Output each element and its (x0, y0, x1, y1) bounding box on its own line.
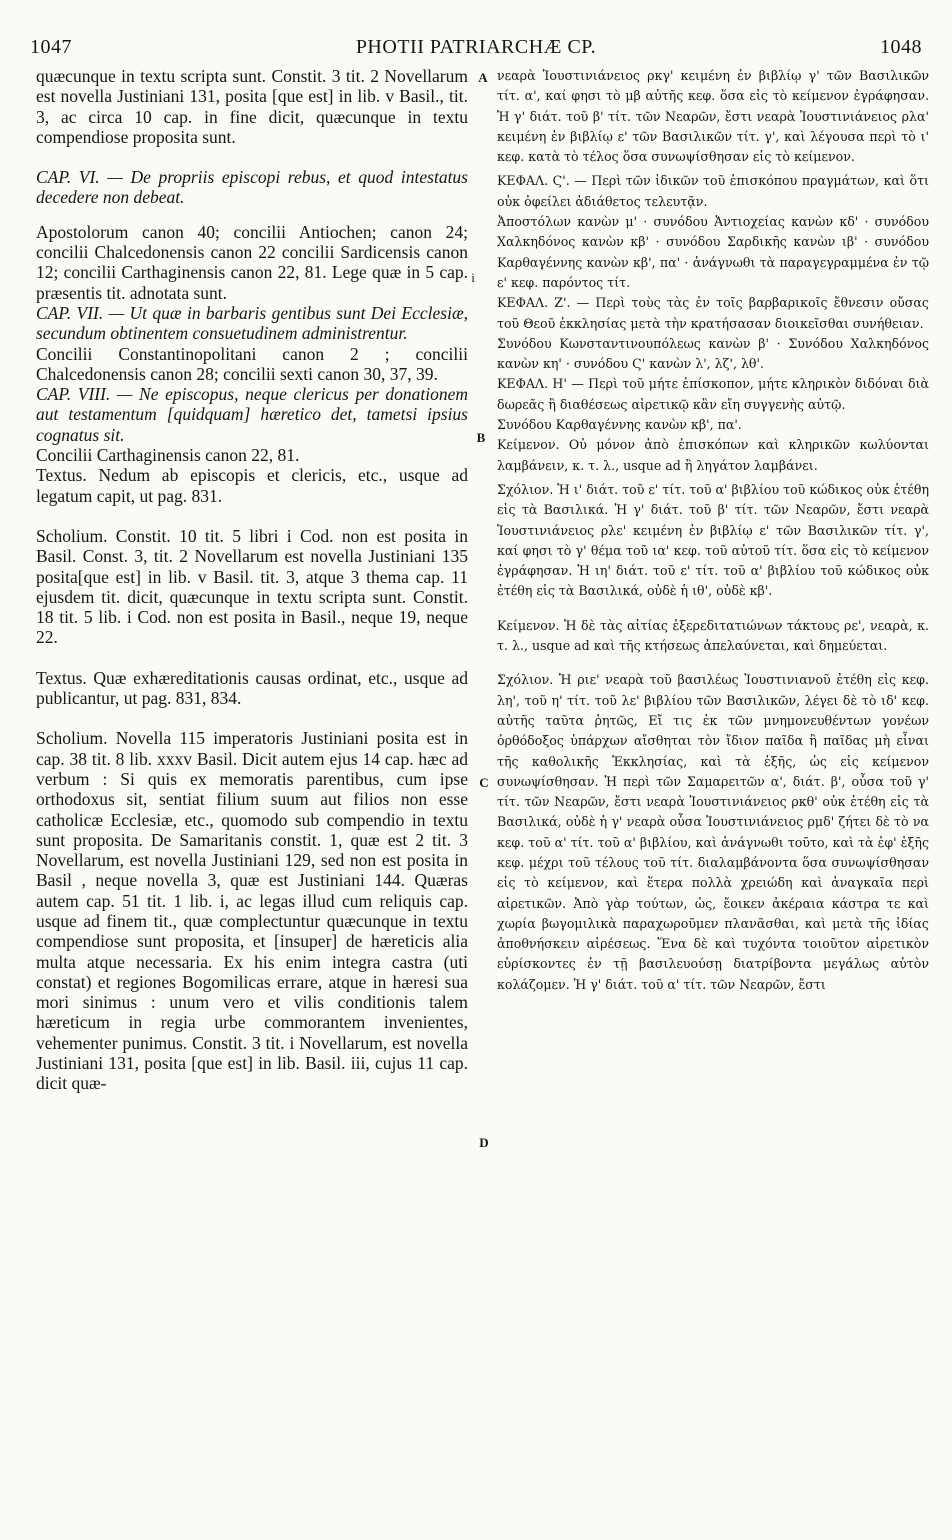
greek-textus-1: Κείμενον. Οὐ μόνον ἀπὸ ἐπισκόπων καὶ κληρικῶν κωλύονται λαμβάνειν, κ. τ. λ., usque ad ἢ ληγάτον λαμβάνει. (497, 437, 929, 473)
latin-cap6-heading: CAP. VI. — De propriis episcopi rebus, et quod intestatus decedere non debeat. (36, 167, 468, 208)
latin-intro: quæcunque in textu scripta sunt. Constit. 3 tit. 2 Novellarum est novella Justiniani 131, posita [que est] in lib. v Basil., tit. 3, ac circa 10 cap. in fine dicit, quæcunque in textu compendiose proposita sunt. (36, 66, 468, 147)
margin-letter-i: i (471, 270, 475, 285)
spacer (36, 648, 468, 668)
greek-cap8-body: Συνόδου Καρθαγέννης κανὼν κβ', πα'. (497, 417, 742, 433)
latin-textus-2: Textus. Quæ exhæreditationis causas ordinat, etc., usque ad publicantur, ut pag. 831, 834. (36, 667, 468, 709)
spacer (36, 708, 468, 728)
latin-cap7-body: Concilii Constantinopolitani canon 2 ; concilii Chalcedonensis canon 28; concilii sexti canon 30, 37, 39. (36, 343, 468, 384)
spacer (36, 208, 468, 222)
latin-cap8-body: Concilii Carthaginensis canon 22, 81. (36, 445, 300, 466)
page-number-right: 1048 (880, 36, 922, 58)
greek-cap8-heading: ΚΕΦΑΛ. Η' — Περὶ τοῦ μήτε ἐπίσκοπον, μήτε κληρικὸν διδόναι διὰ δωρεᾶς ἢ διαθέσεως αἱρετικῷ κἂν εἴη συγγενὴς αὐτῷ. (497, 376, 929, 412)
latin-cap7-heading: CAP. VII. — Ut quæ in barbaris gentibus sunt Dei Ecclesiæ, secundum obtinentem consuetudinem administrentur. (36, 302, 468, 344)
greek-intro: νεαρὰ Ἰουστινιάνειος ρκγ' κειμένη ἐν βιβλίῳ γ' τῶν Βασιλικῶν τίτ. α', καί φησι τὸ μβ αὐτῆς κεφ. ὅσα εἰς τὸ κείμενον ἐγράφησαν. Ἡ γ' διάτ. τοῦ β' τίτ. τῶν Νεαρῶν, ἔστι νεαρὰ Ἰουστινιάνειος ρλα' κειμένη ἐν βιβλίῳ ε' τῶν Βασιλικῶν τίτ. γ', καὶ λέγουσα περὶ τὸ ι' κεφ. κατὰ τὸ τέλος ὅσα συνωψίσθησαν εἰς τὸ κείμενον. (497, 68, 929, 165)
greek-scholium-1: Σχόλιον. Ἡ ι' διάτ. τοῦ ε' τίτ. τοῦ α' βιβλίου τοῦ κώδικος οὐκ ἐτέθη εἰς τὰ Βασιλικά. Ἡ γ' διάτ. τοῦ β' τίτ. τῶν Νεαρῶν, ἔστι νεαρὰ Ἰουστινιάνειος ρλε' κειμένη ἐν βιβλίῳ ε' τῶν Βασιλικῶν τίτ. γ', καί φησι τὸ γ' θέμα τοῦ ια' κεφ. τοῦ αὐτοῦ τίτ. ὅσα εἰς τὸ κείμενον ἐγράφησαν. Ἡ ιη' διάτ. τοῦ ε' τίτ. τοῦ α' βιβλίου τοῦ κώδικος οὐκ ἐτέθη εἰς τὰ Βασιλικά, οὐδὲ ἡ ιθ', οὐδὲ κβ'. (497, 481, 929, 599)
page-number-left: 1047 (30, 36, 72, 58)
spacer (497, 656, 929, 670)
greek-column (497, 66, 929, 995)
margin-letter-d: D (479, 1135, 489, 1150)
greek-textus-2: Κείμενον. Ἡ δὲ τὰς αἰτίας ἐξερεδιτατιώνων τάκτους ρε', νεαρὰ, κ. τ. λ., usque ad καὶ τῆς κτήσεως ἀπελαύνεται, καὶ δημεύεται. (497, 617, 929, 654)
latin-scholium-1: Scholium. Constit. 10 tit. 5 libri i Cod. non est posita in Basil. Const. 3, tit. 2 Novellarum est novella Justiniani 135 posita[que est] in lib. v Basil. tit. 3, atque 3 thema cap. 11 ejusdem tit. dicit, quæcunque in textu scripta sunt. Constit. 18 tit. 5 lib. i Cod. non est posita in Basil., neque 19, neque 22. (36, 525, 468, 648)
latin-column (36, 66, 468, 1094)
greek-cap7-body: Συνόδου Κωνσταντινουπόλεως κανὼν β' · Συνόδου Χαλκηδόνος κανὼν κη' · συνόδου Ϛ' κανὼν λ', λζ', λθ'. (497, 335, 929, 372)
latin-scholium-2: Scholium. Novella 115 imperatoris Justiniani posita est in cap. 38 tit. 8 lib. xxxv Basil. Dicit autem ejus 14 cap. hæc ad verbum : Si quis ex memoratis parentibus, cum ipse orthodoxus sit, sentiat filium suum aut filios non esse catholicæ Ecclesiæ, etc., quomodo sub compendio in textu sunt proposita. De Samaritanis constit. 1, quæ est 2 tit. 3 Novellarum, est novella Justiniani 129, sed non est posita in Basil , neque novella 3, quæ est Justiniani 144. Quæras autem cap. 51 tit. 1 lib. i, ac legas illud cum reliquis cap. usque ad finem tit., quæ complectuntur quæcunque in textu compendiose sunt proposita, et [insuper] de hæreticis alia multa atque necessaria. Ex his enim integra castra (uti constat) et regiones Bogomilicas errare, atque in hæresi sua mori sinimus : unum vero et vilis conditionis talem hæreticum in regia urbe commorantem invenientes, vehementer punimus. Constit. 3 tit. i Novellarum, est novella Justiniani 131, posita [que est] in lib. Basil. iii, cujus 11 cap. dicit quæ- (36, 728, 468, 1094)
latin-cap8-heading: CAP. VIII. — Ne episcopus, neque clericus per donationem aut testamentum [quidquam] hæretico det, tametsi ipsius cognatus sit. (36, 384, 468, 445)
greek-scholium-2: Σχόλιον. Ἡ ριε' νεαρὰ τοῦ βασιλέως Ἰουστινιανοῦ ἐτέθη εἰς κεφ. λη', τοῦ η' τίτ. τοῦ λε' βιβλίου τῶν Βασιλικῶν, λέγει δὲ τὸ ιδ' κεφ. αὐτῆς ταῦτα ῥητῶς, Εἴ τις ἐκ τῶν μνημονευθέντων γονέων ὀρθόδοξος ὑπάρχων αἴσθηται τὸν ἴδιον παῖδα ἢ παῖδας μὴ εἶναι τῆς καθολικῆς Ἐκκλησίας, καὶ τὰ ἑξῆς, ὡς εἰς κείμενον συνωψίσθησαν. Ἡ περὶ τῶν Σαμαρειτῶν α', διάτ. β', οὖσα τοῦ γ' τίτ. τῶν Νεαρῶν, ἔστι νεαρὰ Ἰουστινιάνειος ρκθ' οὐκ ἐτέθη εἰς τὰ Βασιλικά, οὐδὲ ἡ γ' νεαρὰ οὖσα Ἰουστινιάνειος ρμδ' ζήτει δὲ τὸ να κεφ. τοῦ α' τίτ. τοῦ α' βιβλίου, καὶ ἀνάγνωθι τοῦτο, καὶ τὰ ἐφ' ἑξῆς κεφ. μέχρι τοῦ τέλους τοῦ τίτ. διαλαμβάνοντα ὅσα συνωψίσθησαν εἰς τὸ κείμενον, καὶ ἕτερα πολλὰ χρειώδη καὶ ἀναγκαῖα περὶ αἱρετικῶν. Ἀπὸ γὰρ τούτων, ὡς, ἔοικεν ἀκέραια κάστρα τε καὶ χωρία βωγομιλικὰ παραχωροῦμεν πλανᾶσθαι, καὶ μετὰ τῆς ἰδίας ἀποθνήσκειν αἱρέσεως. Ἕνα δὲ καὶ τυχόντα τοιοῦτον αἱρετικὸν εὑρίσκοντες ἐν τῇ βασιλευούσῃ διατρίβοντα μεγάλως αὐτὸν κολάζομεν. Ἡ γ' διάτ. τοῦ α' τίτ. τῶν Νεαρῶν, ἔστι (497, 672, 929, 992)
margin-letter-c: C (479, 775, 489, 790)
greek-cap6-heading: ΚΕΦΑΛ. Ϛ'. — Περὶ τῶν ἰδικῶν τοῦ ἐπισκόπου πραγμάτων, καὶ ὅτι οὐκ ὀφείλει ἀδιάθετος τελευτᾷν. (497, 173, 929, 209)
spacer (36, 506, 468, 526)
latin-textus-1: Textus. Nedum ab episcopis et clericis, etc., usque ad legatum capit, ut pag. 831. (36, 465, 468, 506)
page-header (30, 36, 922, 66)
spacer (497, 602, 929, 616)
greek-cap6-body: Ἀποστόλων κανὼν μ' · συνόδου Ἀντιοχείας κανὼν κδ' · συνόδου Χαλκηδόνος κανὼν κβ' · συνόδου Σαρδικῆς κανὼν ιβ' · συνόδου Καρθαγέννης κανὼν κβ', πα' · ἀνάγνωθι τὰ παραγεγραμμένα ἐν τῷ ε' κεφ. παρόντος τίτ. (497, 214, 929, 290)
margin-letter-b: B (476, 430, 486, 445)
margin-letter-a: A (478, 70, 488, 85)
greek-cap7-heading: ΚΕΦΑΛ. Ζ'. — Περὶ τοὺς τὰς ἐν τοῖς βαρβαρικοῖς ἔθνεσιν οὔσας τοῦ Θεοῦ ἐκκλησίας μετὰ τὴν κρατήσασαν διοικεῖσθαι συνήθειαν. (497, 295, 929, 331)
latin-cap6-body: Apostolorum canon 40; concilii Antiochen; canon 24; concilii Chalcedonensis canon 22 concilii Sardicensis canon 12; concilii Carthaginensis canon 22, 81. Lege quæ in 5 cap. præsentis tit. adnotata sunt. (36, 221, 468, 303)
spacer (36, 147, 468, 167)
running-title: PHOTII PATRIARCHÆ CP. (355, 36, 597, 58)
